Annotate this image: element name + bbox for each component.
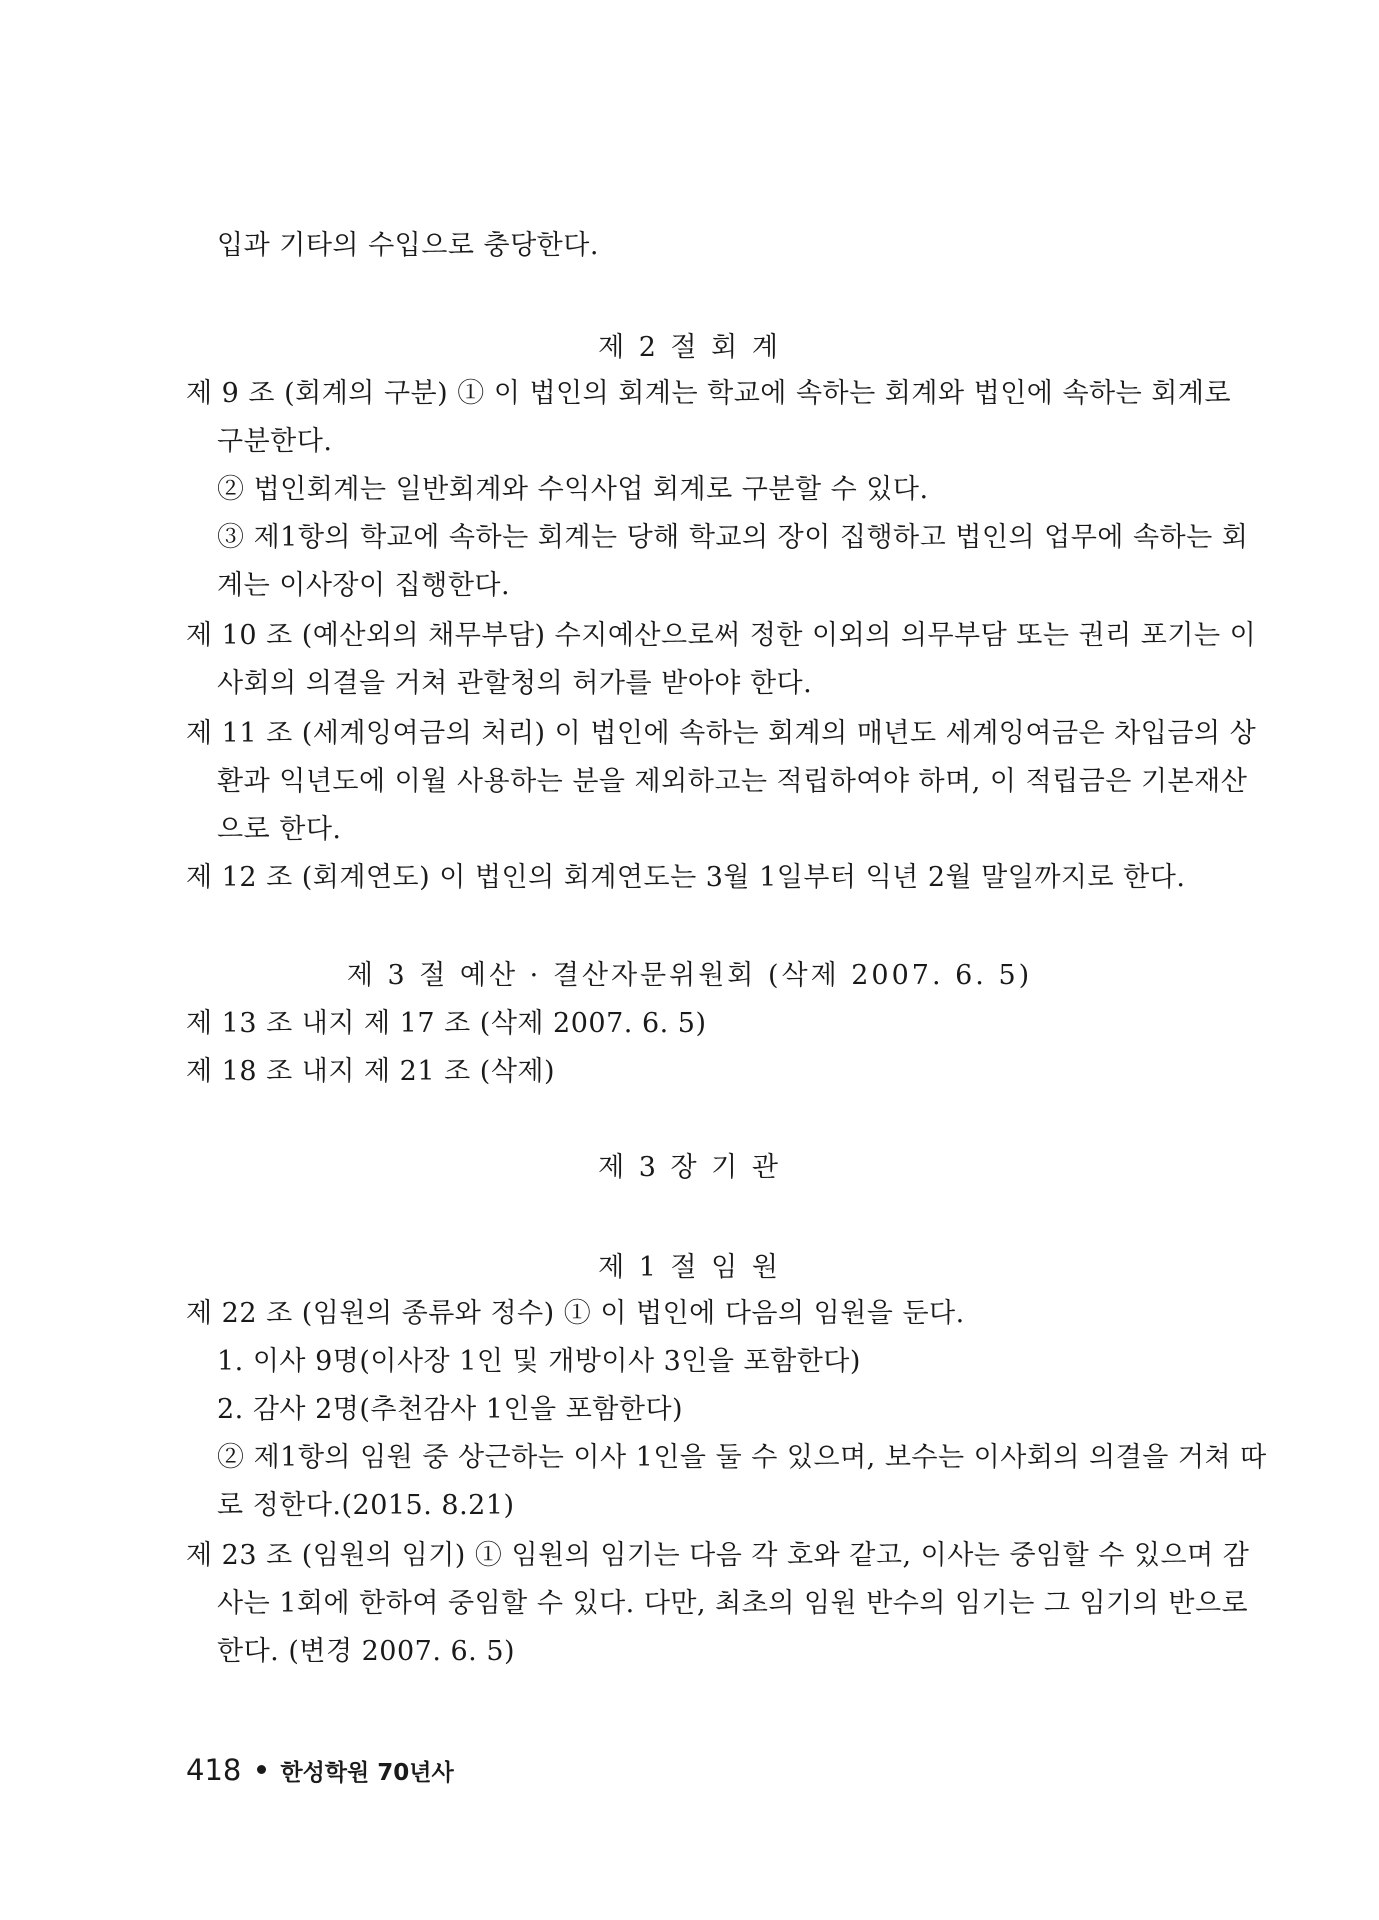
section-heading: 제 1 절 임 원 [598, 1252, 781, 1283]
page-footer [186, 1752, 454, 1791]
chapter-heading: 제 3 장 기 관 [598, 1152, 781, 1183]
article-line: 제 9 조 (회계의 구분) ① 이 법인의 회계는 학교에 속하는 회계와 법인에 속하는 회계로 [186, 378, 1232, 409]
text-line: 사회의 의결을 거쳐 관할청의 허가를 받아야 한다. [217, 668, 813, 699]
text-line: 입과 기타의 수입으로 충당한다. [217, 230, 599, 261]
page-number: 418 [186, 1753, 242, 1787]
article-line: 제 18 조 내지 제 21 조 (삭제) [186, 1056, 556, 1087]
article-line: 제 13 조 내지 제 17 조 (삭제 2007. 6. 5) [186, 1008, 707, 1039]
section-heading: 제 2 절 회 계 [598, 332, 781, 363]
article-line: 제 23 조 (임원의 임기) ① 임원의 임기는 다음 각 호와 같고, 이사는 중임할 수 있으며 감 [186, 1540, 1250, 1571]
text-line: 사는 1회에 한하여 중임할 수 있다. 다만, 최초의 임원 반수의 임기는 그 임기의 반으로 [217, 1588, 1249, 1619]
text-line: 환과 익년도에 이월 사용하는 분을 제외하고는 적립하여야 하며, 이 적립금은 기본재산 [217, 766, 1248, 797]
text-line: ② 제1항의 임원 중 상근하는 이사 1인을 둘 수 있으며, 보수는 이사회의 의결을 거쳐 따 [217, 1442, 1267, 1473]
text-line: 으로 한다. [217, 814, 342, 845]
text-line: ③ 제1항의 학교에 속하는 회계는 당해 학교의 장이 집행하고 법인의 업무에 속하는 회 [217, 522, 1249, 553]
text-line: 구분한다. [217, 426, 333, 457]
text-line: 로 정한다.(2015. 8.21) [217, 1490, 515, 1521]
article-line: 제 11 조 (세계잉여금의 처리) 이 법인에 속하는 회계의 매년도 세계잉여금은 차입금의 상 [186, 718, 1257, 749]
article-line: 제 22 조 (임원의 종류와 정수) ① 이 법인에 다음의 임원을 둔다. [186, 1298, 965, 1329]
text-line: ② 법인회계는 일반회계와 수익사업 회계로 구분할 수 있다. [217, 474, 929, 505]
bullet-dot-icon [257, 1765, 266, 1774]
section-heading: 제 3 절 예산 · 결산자문위원회 (삭제 2007. 6. 5) [346, 960, 1033, 991]
list-item: 1. 이사 9명(이사장 1인 및 개방이사 3인을 포함한다) [217, 1346, 861, 1377]
book-title: 한성학원 70년사 [280, 1760, 454, 1786]
article-line: 제 12 조 (회계연도) 이 법인의 회계연도는 3월 1일부터 익년 2월 말일까지로 한다. [186, 862, 1186, 893]
article-line: 제 10 조 (예산외의 채무부담) 수지예산으로써 정한 이외의 의무부담 또는 권리 포기는 이 [186, 620, 1257, 651]
list-item: 2. 감사 2명(추천감사 1인을 포함한다) [217, 1394, 684, 1425]
text-line: 계는 이사장이 집행한다. [217, 570, 511, 601]
text-line: 한다. (변경 2007. 6. 5) [217, 1636, 516, 1667]
